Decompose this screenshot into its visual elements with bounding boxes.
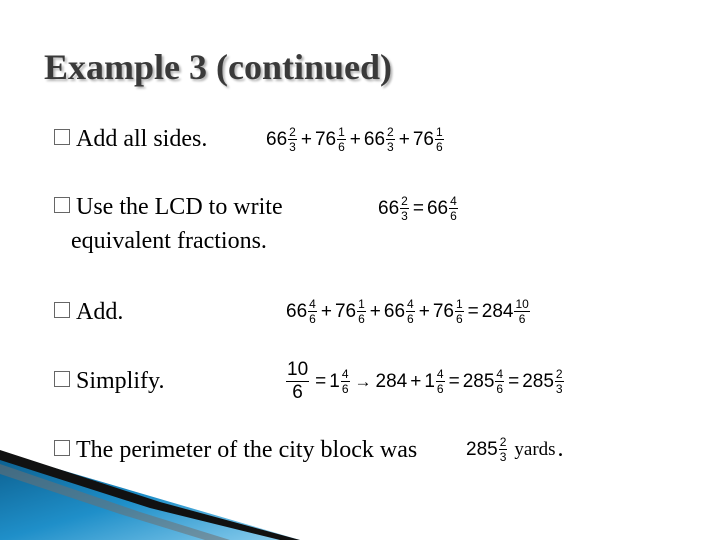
mixed-number-whole: 76 (334, 300, 357, 322)
fraction-denominator: 6 (450, 209, 457, 223)
math-operator: + (410, 370, 422, 392)
mixed-number-fraction (514, 298, 529, 325)
mixed-number (427, 195, 459, 222)
mixed-number-whole: 76 (412, 128, 434, 150)
fraction-numerator: 1 (338, 125, 345, 139)
mixed-number (413, 126, 445, 153)
mixed-number-whole: 66 (286, 300, 308, 322)
bullet-box-icon (54, 371, 70, 387)
improper-fraction (286, 360, 309, 403)
fraction-numerator: 2 (555, 367, 563, 381)
equation-sum (286, 298, 531, 325)
fraction-numerator: 10 (287, 359, 309, 380)
mixed-number-fraction (406, 298, 415, 325)
bullet-text-line1: Use the LCD to write (76, 194, 283, 220)
fraction-numerator: 2 (387, 125, 394, 139)
implies-arrow-icon: → (354, 371, 372, 391)
mixed-number-fraction (386, 126, 395, 153)
mixed-number-whole: 284 (481, 300, 514, 322)
mixed-number-fraction (341, 368, 350, 395)
answer-period: . (557, 436, 564, 462)
math-operator: = (315, 370, 327, 392)
fraction-denominator: 6 (309, 312, 316, 326)
bullet-text: Add. (76, 299, 124, 325)
answer-numerator: 2 (499, 435, 507, 449)
equation-simplify (285, 360, 565, 403)
fraction-numerator: 1 (358, 297, 365, 311)
fraction-denominator: 6 (292, 382, 303, 403)
math-operator: + (320, 300, 332, 322)
fraction-denominator: 3 (401, 209, 408, 223)
mixed-number-whole: 66 (378, 197, 400, 219)
mixed-number-whole: 76 (432, 300, 454, 322)
fraction-numerator: 4 (496, 367, 504, 381)
mixed-number-fraction (435, 126, 444, 153)
fraction-denominator: 6 (436, 382, 444, 396)
fraction-numerator: 10 (515, 297, 529, 311)
bullet-add-all-sides (54, 122, 207, 156)
math-operator: + (398, 128, 410, 150)
fraction-numerator: 4 (341, 367, 349, 381)
mixed-number-fraction (436, 368, 445, 395)
bullet-box-icon (54, 197, 70, 213)
fraction-denominator: 6 (455, 312, 463, 326)
mixed-number-fraction (555, 368, 564, 395)
bullet-text: Simplify. (76, 368, 165, 394)
corner-decoration (0, 450, 300, 540)
bullet-box-icon (54, 129, 70, 145)
mixed-number (266, 126, 298, 153)
fraction-denominator: 3 (289, 140, 296, 154)
math-operator: + (300, 128, 312, 150)
bullet-add (54, 295, 123, 329)
equation-add-all-sides (266, 126, 445, 153)
fraction-denominator: 3 (555, 382, 563, 396)
mixed-number-fraction (308, 298, 317, 325)
mixed-number (329, 368, 350, 395)
mixed-number-whole: 66 (426, 197, 449, 219)
mixed-number (433, 298, 465, 325)
answer-fraction (499, 436, 508, 463)
bullet-use-lcd (54, 190, 283, 258)
math-operator: + (418, 300, 430, 322)
mixed-number-whole: 1 (329, 370, 340, 392)
fraction-denominator: 3 (387, 140, 394, 154)
mixed-number-whole: 1 (424, 370, 435, 392)
bullet-text-line2: equivalent fractions. (71, 228, 267, 254)
answer-units: yards (514, 438, 556, 460)
fraction-numerator: 1 (455, 297, 463, 311)
mixed-number-fraction (357, 298, 366, 325)
mixed-number (424, 368, 445, 395)
fraction-denominator: 6 (435, 140, 443, 154)
fraction-numerator: 2 (401, 194, 408, 208)
answer-whole: 285 (466, 438, 498, 460)
mixed-number (384, 298, 416, 325)
math-operator: + (349, 128, 361, 150)
fraction-numerator: 1 (435, 125, 443, 139)
mixed-number-fraction (400, 195, 409, 222)
slide-title: Example 3 (continued) (44, 47, 393, 87)
bullet-text: The perimeter of the city block was (76, 437, 418, 463)
mixed-number-fraction (449, 195, 458, 222)
equation-lcd (378, 195, 459, 222)
mixed-number (286, 298, 318, 325)
mixed-number (378, 195, 410, 222)
mixed-number (463, 368, 505, 395)
mixed-number-whole: 285 (522, 370, 554, 392)
mixed-number (315, 126, 347, 153)
bullet-simplify (54, 364, 164, 398)
fraction-denominator: 6 (341, 382, 349, 396)
math-operator: = (448, 370, 460, 392)
mixed-number-whole: 66 (363, 128, 386, 150)
fraction-denominator: 6 (518, 312, 526, 326)
mixed-number-whole: 66 (266, 128, 288, 150)
math-operator: = (412, 197, 424, 219)
fraction-numerator: 4 (407, 297, 414, 311)
fraction-numerator: 4 (450, 194, 457, 208)
answer-value (466, 436, 564, 463)
mixed-number-fraction (288, 126, 297, 153)
mixed-number (335, 298, 367, 325)
fraction-denominator: 6 (496, 382, 504, 396)
math-operator: = (467, 300, 479, 322)
mixed-number (364, 126, 396, 153)
mixed-number-fraction (495, 368, 504, 395)
math-operator: = (508, 370, 520, 392)
mixed-number (376, 371, 408, 393)
mixed-number-fraction (455, 298, 464, 325)
fraction-numerator: 4 (436, 367, 444, 381)
bullet-text: Add all sides. (76, 126, 208, 152)
mixed-number (482, 298, 531, 325)
answer-denominator: 3 (499, 450, 507, 464)
fraction-denominator: 6 (358, 312, 365, 326)
bullet-box-icon (54, 302, 70, 318)
fraction-numerator: 4 (309, 297, 316, 311)
fraction-denominator: 6 (338, 140, 345, 154)
mixed-number-whole: 66 (383, 300, 406, 322)
fraction-numerator: 2 (289, 125, 296, 139)
mixed-number-whole: 284 (375, 370, 408, 392)
mixed-number (522, 368, 564, 395)
fraction-denominator: 6 (407, 312, 414, 326)
mixed-number-whole: 76 (314, 128, 337, 150)
math-operator: + (369, 300, 381, 322)
mixed-number-whole: 285 (462, 370, 495, 392)
mixed-number-fraction (337, 126, 346, 153)
